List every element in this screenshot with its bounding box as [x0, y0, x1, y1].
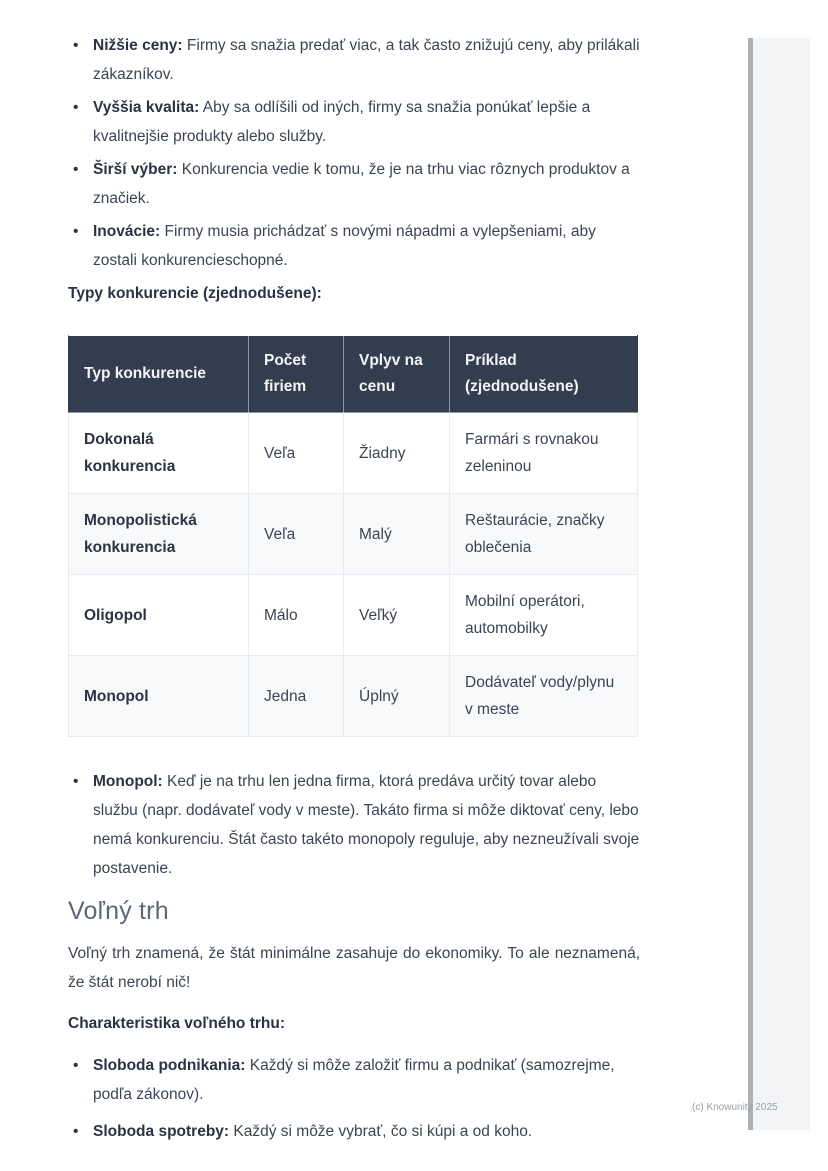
list-item-text: Keď je na trhu len jedna firma, ktorá predáva určitý tovar alebo službu (napr. dodávateľ vody v meste). Takáto firma si môže diktovať ceny, lebo nemá konkurenciu. Štát často takéto monopoly reguluje, aby nezneužívali svoje postavenie.: [93, 773, 640, 877]
characteristics-heading: Charakteristika voľného trhu:: [68, 1015, 285, 1032]
table-row: [69, 575, 638, 656]
list-item-text: Každý si môže vybrať, čo si kúpi a od koho.: [233, 1123, 533, 1140]
table-cell: Dodávateľ vody/plynu v meste: [450, 656, 638, 737]
bullet-icon: •: [73, 1057, 79, 1074]
table-cell: Málo: [249, 575, 344, 656]
list-item-text: Konkurencia vedie k tomu, že je na trhu viac rôznych produktov a značiek.: [93, 161, 630, 207]
list-item-term: Širší výber:: [93, 161, 178, 178]
list-item-text: Každý si môže založiť firmu a podnikať (samozrejme, podľa zákonov).: [93, 1057, 615, 1103]
table-cell: Veľký: [344, 575, 450, 656]
list-item-term: Sloboda spotreby:: [93, 1123, 230, 1140]
table-row: [69, 494, 638, 575]
bullet-icon: •: [73, 161, 79, 178]
table-cell: Malý: [344, 494, 450, 575]
table-cell: Veľa: [249, 494, 344, 575]
column-header: Príklad (zjednodušene): [450, 336, 638, 413]
bullet-icon: •: [73, 99, 79, 116]
list-item: [68, 1117, 640, 1146]
table-cell: Dokonalá konkurencia: [69, 413, 249, 494]
table-cell: Veľa: [249, 413, 344, 494]
free-market-characteristics-list: [68, 1051, 640, 1146]
bullet-icon: •: [73, 223, 79, 240]
competition-types-table: [68, 335, 638, 737]
table-cell: Reštaurácie, značky oblečenia: [450, 494, 638, 575]
table-header-row: [69, 336, 638, 413]
list-item: [68, 767, 640, 883]
column-header: Počet firiem: [249, 336, 344, 413]
list-item: [68, 217, 640, 275]
table-cell: Oligopol: [69, 575, 249, 656]
list-item-term: Nižšie ceny:: [93, 37, 183, 54]
document-page-content: [68, 0, 640, 1146]
free-market-paragraph: Voľný trh znamená, že štát minimálne zasahuje do ekonomiky. To ale neznamená, že štát nerobí nič!: [68, 945, 640, 991]
table-cell: Farmári s rovnakou zeleninou: [450, 413, 638, 494]
table-row: [69, 656, 638, 737]
competition-benefits-list: [68, 31, 640, 275]
monopol-note-list: [68, 767, 640, 883]
watermark: (c) Knowunity 2025: [692, 1102, 778, 1113]
bullet-icon: •: [73, 37, 79, 54]
table-cell: Úplný: [344, 656, 450, 737]
list-item-text: Firmy musia prichádzať s novými nápadmi a vylepšeniami, aby zostali konkurencieschopné.: [93, 223, 596, 269]
section-heading-volny-trh: Voľný trh: [68, 897, 169, 925]
list-item: [68, 93, 640, 151]
list-item: [68, 1051, 640, 1109]
table-section-heading: Typy konkurencie (zjednodušene):: [68, 285, 322, 302]
list-item: [68, 155, 640, 213]
table-cell: Monopolistická konkurencia: [69, 494, 249, 575]
table-cell: Monopol: [69, 656, 249, 737]
column-header: Typ konkurencie: [69, 336, 249, 413]
column-header: Vplyv na cenu: [344, 336, 450, 413]
table-cell: Žiadny: [344, 413, 450, 494]
table-cell: Jedna: [249, 656, 344, 737]
table-cell: Mobilní operátori, automobilky: [450, 575, 638, 656]
list-item: [68, 31, 640, 89]
list-item-term: Monopol:: [93, 773, 163, 790]
bullet-icon: •: [73, 773, 79, 790]
next-page-edge: [753, 38, 810, 1130]
list-item-term: Inovácie:: [93, 223, 161, 240]
list-item-term: Sloboda podnikania:: [93, 1057, 246, 1074]
bullet-icon: •: [73, 1123, 79, 1140]
list-item-term: Vyššia kvalita:: [93, 99, 200, 116]
list-item-text: Aby sa odlíšili od iných, firmy sa snažia ponúkať lepšie a kvalitnejšie produkty alebo služby.: [93, 99, 591, 145]
list-item-text: Firmy sa snažia predať viac, a tak často znižujú ceny, aby prilákali zákazníkov.: [93, 37, 640, 83]
table-row: [69, 413, 638, 494]
